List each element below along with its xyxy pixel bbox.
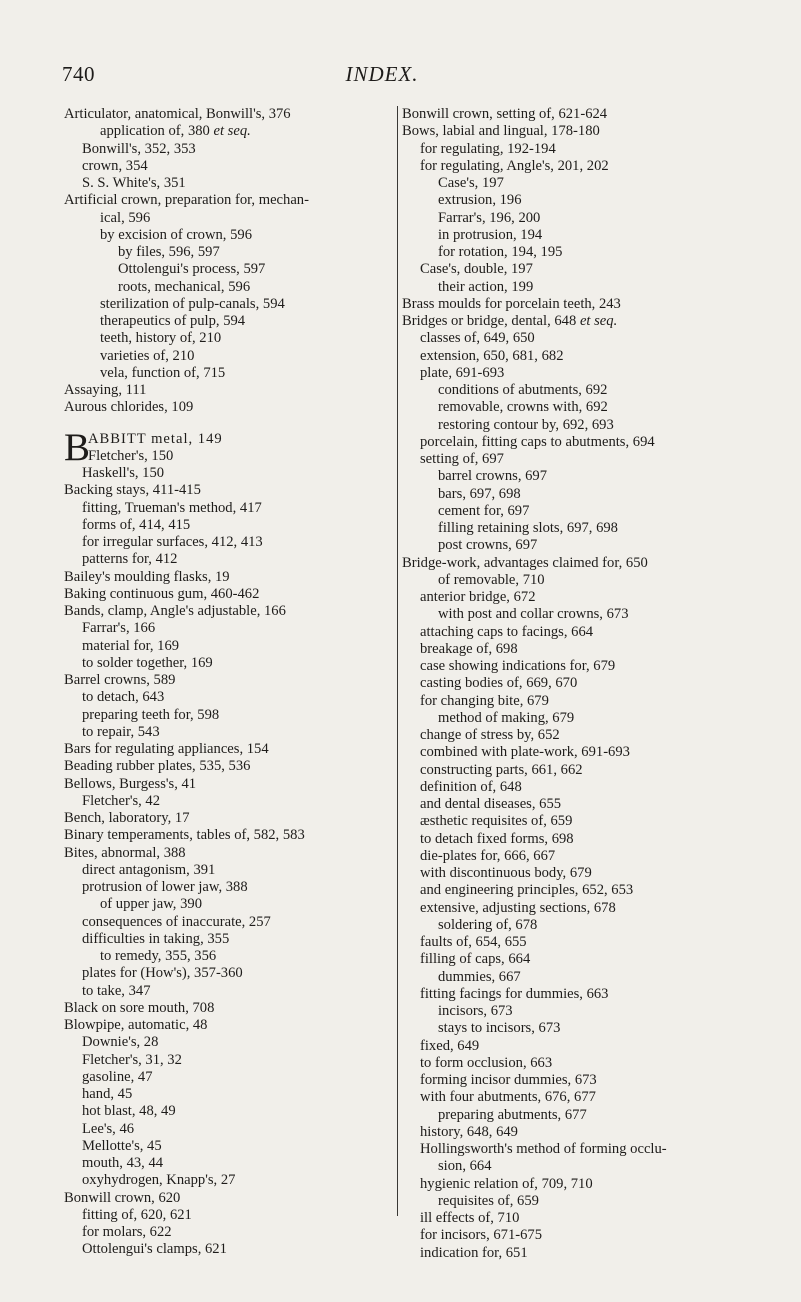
index-entry: Fletcher's, 31, 32 [82, 1051, 182, 1068]
index-entry: Articulator, anatomical, Bonwill's, 376 [64, 106, 291, 122]
index-entry: for molars, 622 [82, 1224, 172, 1240]
index-entry: Fletcher's, 150 [88, 447, 174, 464]
page-number: 740 [62, 62, 95, 86]
index-entry: casting bodies of, 669, 670 [420, 675, 578, 692]
section-b-opening [64, 425, 400, 469]
index-entry: Haskell's, 150 [82, 465, 165, 481]
index-entry: Hollingsworth's method of forming occlu- [420, 1141, 667, 1157]
index-entry: Lee's, 46 [82, 1120, 135, 1137]
index-entry: Aurous chlorides, 109 [64, 399, 194, 416]
index-entry: Bellows, Burgess's, 41 [64, 775, 197, 792]
index-entry: therapeutics of pulp, 594 [100, 313, 246, 329]
page-header [62, 62, 702, 92]
index-entry: forming incisor dummies, 673 [420, 1072, 597, 1088]
index-entry: in protrusion, 194 [438, 226, 543, 243]
index-entry: ill effects of, 710 [420, 1210, 520, 1226]
right-entries [402, 106, 718, 1262]
index-entry: S. S. White's, 351 [82, 175, 186, 191]
index-entry: extension, 650, 681, 682 [420, 347, 564, 364]
index-entry: cement for, 697 [438, 502, 530, 519]
index-entry: dummies, 667 [438, 968, 521, 985]
index-entry: plate, 691-693 [420, 364, 505, 381]
index-entry: for rotation, 194, 195 [438, 244, 563, 260]
index-entry: breakage of, 698 [420, 640, 518, 657]
index-entry: of removable, 710 [438, 571, 545, 588]
index-entry: Bailey's moulding flasks, 19 [64, 568, 230, 585]
index-entry: gasoline, 47 [82, 1068, 153, 1085]
index-entry: for incisors, 671-675 [420, 1227, 543, 1244]
index-entry: crown, 354 [82, 157, 148, 174]
index-entry: difficulties in taking, 355 [82, 930, 230, 947]
index-column-left [64, 106, 400, 1259]
index-entry: ical, 596 [100, 209, 151, 226]
index-entry: restoring contour by, 692, 693 [438, 416, 614, 433]
index-entry: hand, 45 [82, 1086, 133, 1102]
index-entry: preparing teeth for, 598 [82, 706, 220, 723]
index-entry: conditions of abutments, 692 [438, 382, 608, 398]
index-entry: to solder together, 169 [82, 654, 213, 671]
index-entry: forms of, 414, 415 [82, 516, 191, 533]
index-entry: fixed, 649 [420, 1037, 480, 1054]
index-entry: porcelain, fitting caps to abutments, 694 [420, 433, 655, 450]
index-entry: Binary temperaments, tables of, 582, 583 [64, 827, 305, 844]
index-entry: fitting, Trueman's method, 417 [82, 499, 262, 516]
index-entry: hygienic relation of, 709, 710 [420, 1175, 593, 1192]
index-entry: varieties of, 210 [100, 347, 195, 364]
drop-cap-letter: B [64, 425, 91, 469]
index-entry: Farrar's, 166 [82, 620, 156, 637]
section-gap [64, 417, 400, 431]
index-entry: and engineering principles, 652, 653 [420, 882, 634, 899]
index-entry: Bench, laboratory, 17 [64, 810, 190, 826]
index-entry: ABBITT metal, 149 [88, 430, 223, 447]
index-entry: Barrel crowns, 589 [64, 672, 176, 688]
index-entry: change of stress by, 652 [420, 727, 560, 743]
index-entry: hot blast, 48, 49 [82, 1103, 176, 1120]
index-entry: Assaying, 111 [64, 382, 147, 398]
column-divider [397, 106, 398, 1216]
index-entry: Bonwill's, 352, 353 [82, 140, 196, 157]
index-entry: incisors, 673 [438, 1003, 513, 1019]
index-entry: consequences of inaccurate, 257 [82, 913, 271, 930]
index-entry: to detach, 643 [82, 689, 165, 706]
index-entry: Baking continuous gum, 460-462 [64, 585, 260, 602]
index-entry: Case's, double, 197 [420, 261, 533, 278]
index-entry: plates for (How's), 357-360 [82, 965, 243, 982]
index-entry: direct antagonism, 391 [82, 861, 216, 878]
index-entry: indication for, 651 [420, 1244, 528, 1261]
left-entries-b [64, 465, 400, 1259]
index-entry: Bars for regulating appliances, 154 [64, 741, 269, 757]
index-entry: for regulating, 192-194 [420, 140, 556, 157]
index-entry: Bonwill crown, 620 [64, 1189, 181, 1206]
index-entry: Ottolengui's clamps, 621 [82, 1241, 227, 1258]
index-entry: preparing abutments, 677 [438, 1106, 587, 1123]
index-entry: Beading rubber plates, 535, 536 [64, 758, 251, 775]
index-entry: fitting of, 620, 621 [82, 1206, 192, 1223]
index-entry: fitting facings for dummies, 663 [420, 985, 609, 1002]
index-entry: Bows, labial and lingual, 178-180 [402, 123, 600, 140]
index-entry: Case's, 197 [438, 175, 504, 191]
index-entry: to remedy, 355, 356 [100, 948, 217, 964]
index-entry: for changing bite, 679 [420, 692, 549, 709]
index-entry: Artificial crown, preparation for, mechan- [64, 192, 309, 209]
index-entry: application of, 380 et seq. [100, 123, 251, 140]
index-entry: die-plates for, 666, 667 [420, 847, 556, 864]
index-entry: to detach fixed forms, 698 [420, 830, 574, 847]
index-column-right [402, 106, 718, 1262]
index-entry: teeth, history of, 210 [100, 330, 222, 347]
index-entry: Black on sore mouth, 708 [64, 999, 215, 1016]
index-entry: with discontinuous body, 679 [420, 865, 592, 881]
index-entry: æsthetic requisites of, 659 [420, 813, 573, 830]
index-entry: by excision of crown, 596 [100, 226, 252, 243]
index-entry: of upper jaw, 390 [100, 896, 202, 913]
index-entry: faults of, 654, 655 [420, 934, 527, 950]
index-entry: bars, 697, 698 [438, 485, 521, 502]
index-entry: protrusion of lower jaw, 388 [82, 879, 248, 895]
index-entry: Brass moulds for porcelain teeth, 243 [402, 295, 621, 312]
index-entry: barrel crowns, 697 [438, 468, 548, 485]
index-entry: sterilization of pulp-canals, 594 [100, 295, 285, 312]
left-entries-a [64, 106, 400, 417]
index-entry: Mellotte's, 45 [82, 1137, 162, 1154]
index-entry: Bonwill crown, setting of, 621-624 [402, 106, 608, 122]
index-entry: extensive, adjusting sections, 678 [420, 899, 616, 916]
index-entry: oxyhydrogen, Knapp's, 27 [82, 1172, 236, 1189]
index-entry: by files, 596, 597 [118, 244, 220, 260]
index-entry: Fletcher's, 42 [82, 792, 161, 809]
index-entry: definition of, 648 [420, 778, 522, 795]
index-entry: anterior bridge, 672 [420, 589, 536, 605]
index-entry: Bands, clamp, Angle's adjustable, 166 [64, 603, 286, 619]
index-entry: sion, 664 [438, 1158, 492, 1175]
index-entry: patterns for, 412 [82, 551, 178, 568]
index-entry: Backing stays, 411-415 [64, 482, 201, 499]
index-entry: with four abutments, 676, 677 [420, 1089, 596, 1106]
index-entry: post crowns, 697 [438, 537, 538, 554]
index-entry: to repair, 543 [82, 723, 160, 740]
index-entry: extrusion, 196 [438, 192, 522, 209]
index-entry: Bridge-work, advantages claimed for, 650 [402, 554, 648, 571]
index-entry: mouth, 43, 44 [82, 1155, 164, 1171]
index-entry: material for, 169 [82, 637, 180, 654]
index-entry: constructing parts, 661, 662 [420, 761, 583, 778]
index-entry: Farrar's, 196, 200 [438, 209, 541, 226]
index-entry: with post and collar crowns, 673 [438, 606, 629, 623]
index-entry: Downie's, 28 [82, 1034, 159, 1051]
index-entry: for irregular surfaces, 412, 413 [82, 534, 263, 550]
index-entry: for regulating, Angle's, 201, 202 [420, 157, 609, 174]
index-entry: Bites, abnormal, 388 [64, 844, 186, 861]
index-entry: classes of, 649, 650 [420, 330, 535, 347]
index-entry: filling retaining slots, 697, 698 [438, 520, 618, 536]
index-entry: attaching caps to facings, 664 [420, 623, 594, 640]
index-entry: their action, 199 [438, 278, 534, 295]
index-entry: to form occlusion, 663 [420, 1054, 553, 1071]
index-entry: to take, 347 [82, 982, 151, 999]
index-entry: method of making, 679 [438, 709, 575, 726]
index-entry: removable, crowns with, 692 [438, 399, 608, 416]
index-entry: stays to incisors, 673 [438, 1020, 561, 1037]
index-entry: Blowpipe, automatic, 48 [64, 1017, 208, 1033]
index-entry: Ottolengui's process, 597 [118, 261, 266, 278]
index-entry: filling of caps, 664 [420, 951, 531, 968]
running-title: INDEX. [345, 62, 419, 86]
index-entry: and dental diseases, 655 [420, 796, 562, 812]
index-entry: requisites of, 659 [438, 1192, 539, 1209]
index-entry: history, 648, 649 [420, 1123, 518, 1140]
index-entry: combined with plate-work, 691-693 [420, 744, 630, 761]
index-entry: setting of, 697 [420, 451, 504, 467]
index-entry: vela, function of, 715 [100, 364, 226, 381]
index-entry: case showing indications for, 679 [420, 658, 616, 674]
index-entry: roots, mechanical, 596 [118, 278, 251, 295]
index-entry: Bridges or bridge, dental, 648 et seq. [402, 313, 618, 329]
index-entry: soldering of, 678 [438, 916, 538, 933]
